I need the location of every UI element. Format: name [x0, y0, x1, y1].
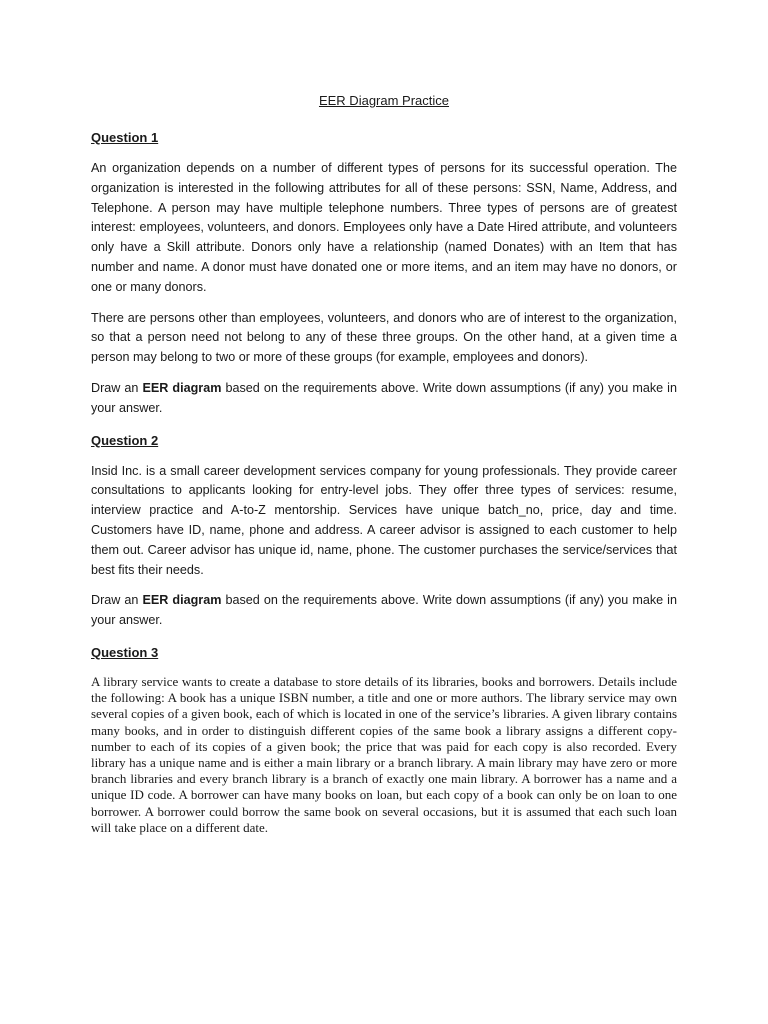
- question-2-paragraph-1: Insid Inc. is a small career development services company for young professionals. They provide career consultations to applicants looking for entry-level jobs. They offer three types of services: resume, interview practice and A-to-Z mentorship. Services have unique batch_no, price, day and time. Customers have ID, name, phone and address. A career advisor is assigned to each customer to help them out. Career advisor has unique id, name, phone. The customer purchases the service/services that best fits their needs.: [91, 463, 677, 577]
- question-1-instruction: [91, 379, 677, 419]
- instruction-bold: EER diagram: [142, 380, 222, 395]
- instruction-prefix: Draw an: [91, 380, 143, 395]
- instruction-prefix: Draw an: [91, 593, 143, 608]
- instruction-bold: EER diagram: [142, 593, 222, 608]
- question-2-instruction: [91, 591, 677, 631]
- instruction-suffix: based on the requirements above. Write down assumptions (if any) you make in your answer.: [91, 380, 677, 415]
- instruction-suffix: based on the requirements above. Write down assumptions (if any) you make in your answer.: [91, 593, 677, 628]
- question-3-paragraph-1: A library service wants to create a database to store details of its libraries, books and borrowers. Details include the following: A book has a unique ISBN number, a title and one or more authors. The library service may own several copies of a given book, each of which is located in one of the service’s libraries. A given library contains many books, and in order to distinguish different copies of the same book a library assigns a different copy-number to each of its copies of a given book; the price that was paid for each copy is also recorded. Every library has a unique name and is either a main library or a branch library. A main library may have zero or more branch libraries and every branch library is a branch of exactly one main library. A borrower has a name and a unique ID code. A borrower can have many books on loan, but each copy of a book can only be on loan to one borrower. A borrower could borrow the same book on several occasions, but it is assumed that each such loan will take place on a different date.: [91, 673, 677, 835]
- document-title: EER Diagram Practice: [318, 93, 450, 108]
- question-1-paragraph-1: An organization depends on a number of different types of persons for its successful operation. The organization is interested in the following attributes for all of these persons: SSN, Name, Address, and Telephone. A person may have multiple telephone numbers. Three types of persons are of greatest interest: employees, volunteers, and donors. Employees only have a Date Hired attribute, and volunteers only have a Skill attribute. Donors only have a relationship (named Donates) with an Item that has number and name. A donor must have donated one or more items, and an item may have no donors, or one or many donors.: [91, 161, 677, 294]
- question-2-heading: Question 2: [91, 432, 159, 448]
- question-1-paragraph-2: There are persons other than employees, volunteers, and donors who are of interest to the organization, so that a person need not belong to any of these three groups. On the other hand, at a given time a person may belong to two or more of these groups (for example, employees and donors).: [91, 310, 677, 365]
- question-1-heading: Question 1: [91, 130, 159, 145]
- question-3-heading: Question 3: [91, 644, 159, 660]
- document-page: [91, 90, 677, 847]
